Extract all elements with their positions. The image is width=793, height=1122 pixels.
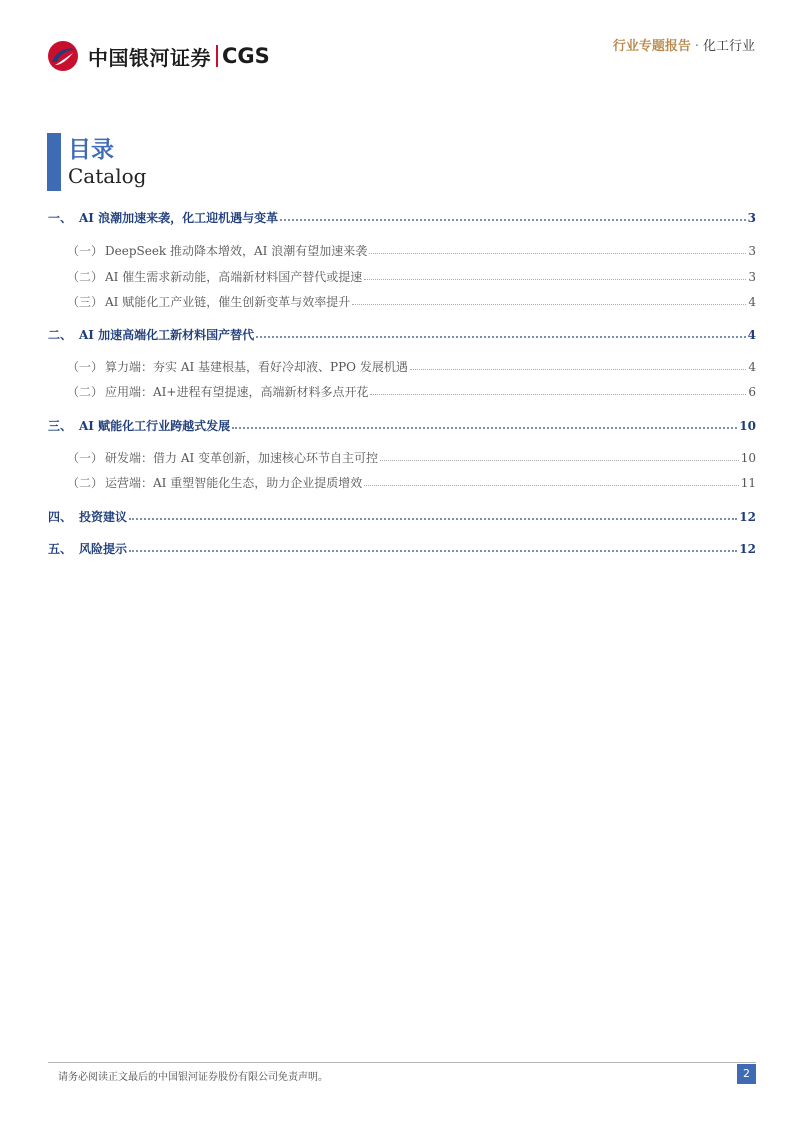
toc-entry-page: 6 bbox=[748, 385, 756, 399]
toc-entry-page: 3 bbox=[748, 244, 756, 258]
toc-entry-title: 风险提示 bbox=[79, 542, 128, 556]
company-logo bbox=[46, 40, 270, 72]
toc-leader-dots bbox=[256, 324, 746, 338]
report-separator: · bbox=[694, 39, 699, 54]
toc-entry-title: 应用端：AI+进程有望提速，高端新材料多点开花 bbox=[105, 385, 369, 399]
toc-entry-section-3-1[interactable] bbox=[48, 449, 756, 467]
toc-leader-dots bbox=[370, 382, 746, 395]
logo-chinese-name: 中国银河证券 bbox=[88, 45, 211, 70]
toc-entry-number: 三、 bbox=[48, 419, 73, 433]
toc-entry-title: 运营端：AI 重塑智能化生态，助力企业提质增效 bbox=[105, 476, 363, 490]
report-type: 行业专题报告 bbox=[612, 39, 691, 54]
catalog-accent-bar bbox=[47, 133, 61, 191]
toc-entry-section-1-3[interactable] bbox=[48, 293, 756, 311]
report-industry: 化工行业 bbox=[702, 39, 755, 54]
toc-entry-page: 3 bbox=[748, 270, 756, 284]
galaxy-logo-icon bbox=[46, 40, 80, 72]
toc-leader-dots bbox=[364, 473, 738, 486]
toc-entry-page: 4 bbox=[748, 295, 756, 309]
toc-entry-number: （二） bbox=[67, 385, 104, 399]
toc-entry-section-2-1[interactable] bbox=[48, 358, 756, 376]
catalog-title-cn: 目录 bbox=[68, 137, 114, 163]
toc-entry-title: AI 赋能化工行业跨越式发展 bbox=[79, 419, 231, 433]
toc-entry-number: 一、 bbox=[48, 211, 73, 225]
toc-entry-page: 4 bbox=[748, 360, 756, 374]
toc-entry-title: 算力端：夯实 AI 基建根基，看好冷却液、PPO 发展机遇 bbox=[105, 360, 408, 374]
logo-divider bbox=[216, 45, 218, 67]
toc-entry-title: AI 加速高端化工新材料国产替代 bbox=[79, 328, 255, 342]
toc-entry-page: 4 bbox=[747, 328, 756, 342]
toc-entry-number: （一） bbox=[67, 244, 104, 258]
page-number-badge: 2 bbox=[737, 1064, 756, 1084]
report-category bbox=[613, 35, 755, 54]
toc-entry-section-1[interactable] bbox=[48, 208, 756, 227]
toc-entry-number: 四、 bbox=[48, 510, 73, 524]
toc-entry-title: 投资建议 bbox=[79, 510, 128, 524]
footer-divider bbox=[48, 1062, 756, 1063]
toc-entry-section-4[interactable] bbox=[48, 507, 756, 526]
toc-entry-section-3[interactable] bbox=[48, 416, 756, 435]
toc-leader-dots bbox=[129, 506, 737, 520]
toc-entry-section-1-1[interactable] bbox=[48, 242, 756, 260]
toc-entry-page: 10 bbox=[740, 451, 756, 465]
catalog-title-en: Catalog bbox=[68, 164, 147, 188]
toc-entry-title: 研发端：借力 AI 变革创新，加速核心环节自主可控 bbox=[105, 451, 379, 465]
toc-entry-title: AI 赋能化工产业链，催生创新变革与效率提升 bbox=[105, 295, 351, 309]
toc-entry-title: AI 催生需求新动能，高端新材料国产替代或提速 bbox=[105, 270, 363, 284]
toc-leader-dots bbox=[232, 415, 737, 429]
toc-entry-number: 二、 bbox=[48, 328, 73, 342]
toc-entry-section-2-2[interactable] bbox=[48, 383, 756, 401]
toc-entry-title: DeepSeek 推动降本增效，AI 浪潮有望加速来袭 bbox=[105, 244, 368, 258]
toc-entry-section-1-2[interactable] bbox=[48, 268, 756, 286]
toc-entry-section-5[interactable] bbox=[48, 539, 756, 558]
toc-leader-dots bbox=[369, 241, 746, 254]
toc-entry-page: 3 bbox=[747, 211, 756, 225]
toc-leader-dots bbox=[129, 538, 737, 552]
logo-english-name: CGS bbox=[222, 44, 270, 68]
toc-entry-number: 五、 bbox=[48, 542, 73, 556]
page-header bbox=[0, 0, 793, 90]
toc-leader-dots bbox=[364, 267, 746, 280]
toc-leader-dots bbox=[280, 207, 746, 221]
toc-entry-section-3-2[interactable] bbox=[48, 474, 756, 492]
toc-entry-number: （三） bbox=[67, 295, 104, 309]
toc-entry-section-2[interactable] bbox=[48, 325, 756, 344]
toc-entry-page: 12 bbox=[739, 542, 756, 556]
toc-entry-number: （一） bbox=[67, 451, 104, 465]
toc-entry-number: （一） bbox=[67, 360, 104, 374]
toc-leader-dots bbox=[352, 292, 746, 305]
toc-leader-dots bbox=[410, 357, 747, 370]
toc-entry-number: （二） bbox=[67, 476, 104, 490]
toc-entry-page: 10 bbox=[739, 419, 756, 433]
toc-entry-number: （二） bbox=[67, 270, 104, 284]
toc-entry-title: AI 浪潮加速来袭，化工迎机遇与变革 bbox=[79, 211, 279, 225]
toc-leader-dots bbox=[380, 448, 739, 461]
footer-disclaimer: 请务必阅读正文最后的中国银河证券股份有限公司免责声明。 bbox=[58, 1072, 328, 1083]
toc-entry-page: 11 bbox=[740, 476, 756, 490]
toc-entry-page: 12 bbox=[739, 510, 756, 524]
